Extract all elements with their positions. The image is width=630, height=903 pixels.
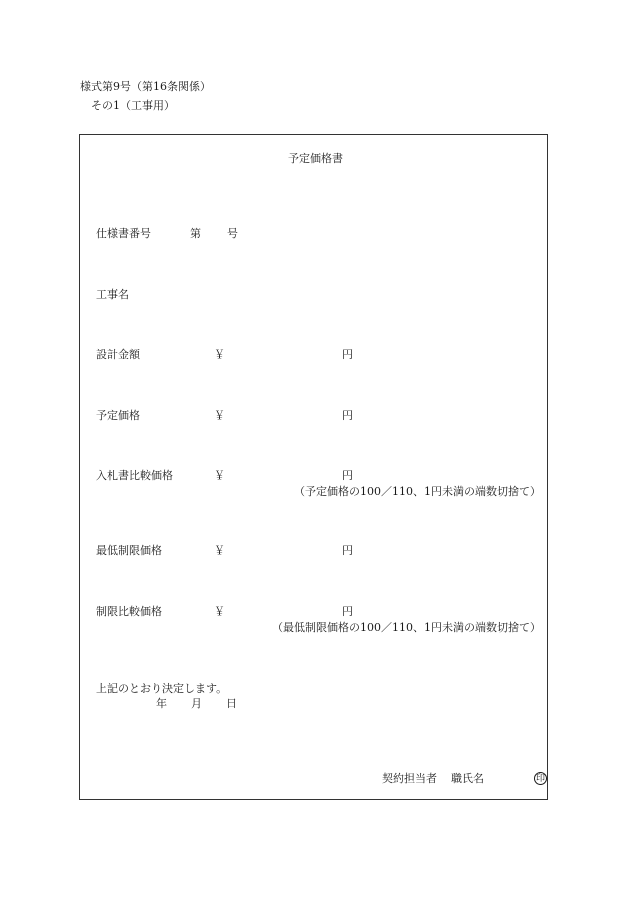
form-title: 予定価格書 <box>288 152 343 165</box>
seal-icon: 印 <box>535 774 545 784</box>
minimum-limit-price-label: 最低制限価格 <box>96 544 162 557</box>
bid-comparison-price-note: （予定価格の100／110、1円未満の端数切捨て） <box>294 485 541 498</box>
planned-price-label: 予定価格 <box>96 409 140 422</box>
decision-day: 日 <box>226 697 237 710</box>
bid-comparison-price-currency: ￥ <box>214 469 225 482</box>
form-number: 様式第9号（第16条関係） <box>80 80 211 93</box>
limit-comparison-price-unit: 円 <box>342 605 353 618</box>
spec-number-label: 仕様書番号 <box>96 227 151 240</box>
minimum-limit-price-unit: 円 <box>342 544 353 557</box>
design-amount-label: 設計金額 <box>96 348 140 361</box>
minimum-limit-price-currency: ￥ <box>214 544 225 557</box>
signature-role: 契約担当者 <box>382 772 437 785</box>
decision-text: 上記のとおり決定します。 <box>96 682 228 695</box>
signature-name-label: 職氏名 <box>451 772 484 785</box>
spec-number-go: 号 <box>227 227 238 240</box>
planned-price-currency: ￥ <box>214 409 225 422</box>
planned-price-unit: 円 <box>342 409 353 422</box>
limit-comparison-price-label: 制限比較価格 <box>96 605 162 618</box>
limit-comparison-price-currency: ￥ <box>214 605 225 618</box>
form-subtitle: その1（工事用） <box>91 99 175 112</box>
decision-year: 年 <box>156 697 167 710</box>
bid-comparison-price-label: 入札書比較価格 <box>96 469 173 482</box>
limit-comparison-price-note: （最低制限価格の100／110、1円未満の端数切捨て） <box>272 621 541 634</box>
construction-name-label: 工事名 <box>96 288 129 301</box>
decision-month: 月 <box>191 697 202 710</box>
price-form <box>79 134 548 800</box>
bid-comparison-price-unit: 円 <box>342 469 353 482</box>
design-amount-currency: ￥ <box>214 348 225 361</box>
design-amount-unit: 円 <box>342 348 353 361</box>
spec-number-dai: 第 <box>190 227 201 240</box>
